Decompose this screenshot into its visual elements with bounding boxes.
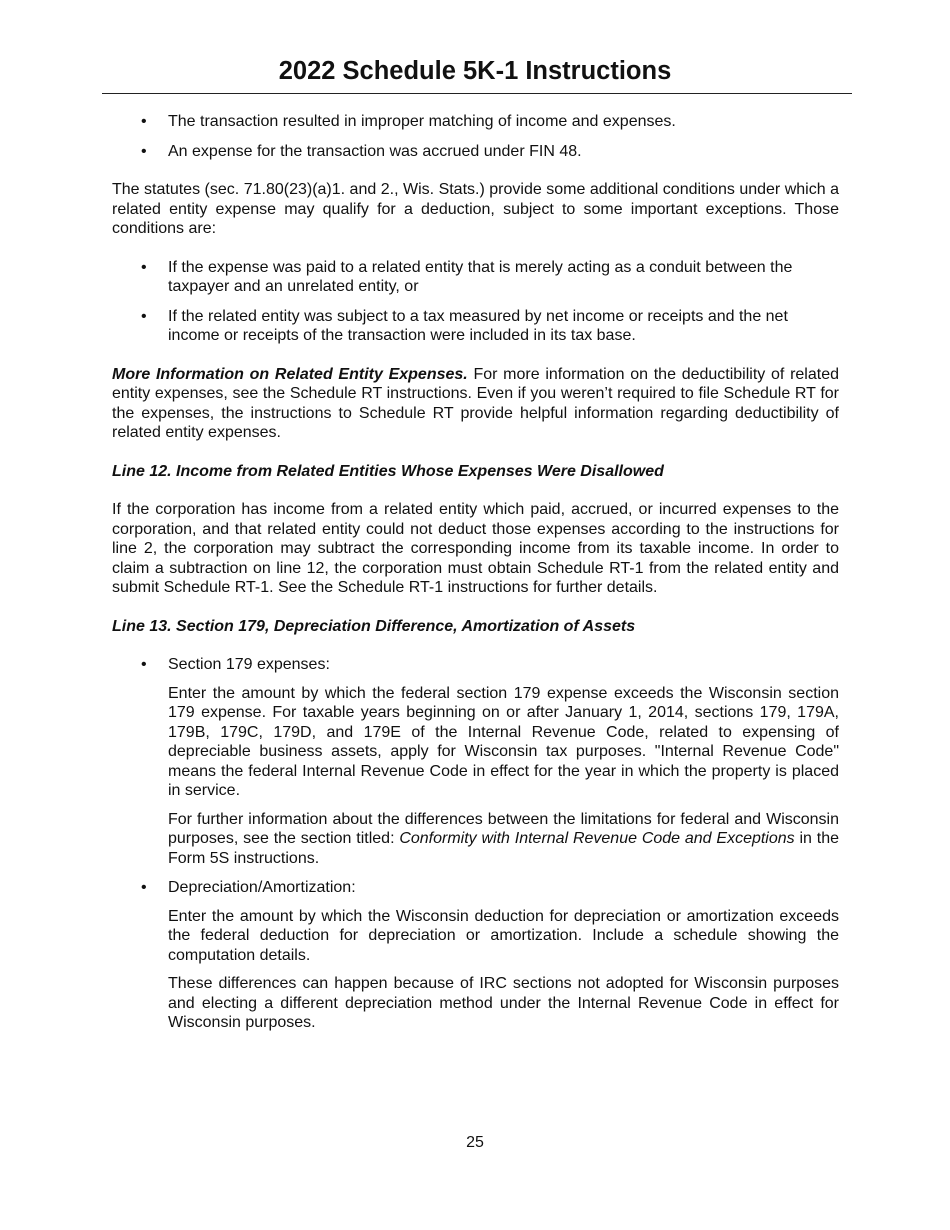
depreciation-paragraph-1: Enter the amount by which the Wisconsin deduction for depreciation or amortization exceeds the federal deduction for depreciation or amortization. Include a schedule showing the computation details.	[168, 907, 839, 964]
section179-para2-end: in the Form 5S instructions.	[168, 830, 840, 867]
line12-heading: Line 12. Income from Related Entities Whose Expenses Were Disallowed	[112, 462, 664, 480]
document-body	[112, 112, 839, 1033]
top-bullet-list	[112, 112, 839, 161]
page-title: 2022 Schedule 5K-1 Instructions	[278, 57, 672, 85]
section179-paragraph-1: Enter the amount by which the federal section 179 expense exceeds the Wisconsin section 179 expense. For taxable years beginning on or after January 1, 2014, sections 179, 179A, 179B, 179C, 179D, and 179E of the Internal Revenue Code, related to expensing of depreciable business assets, apply for Wisconsin tax purposes. "Internal Revenue Code" means the federal Internal Revenue Code in effect for the year in which the property is placed in service.	[168, 684, 839, 799]
more-info-paragraph	[112, 365, 839, 443]
list-item: • If the related entity was subject to a tax measured by net income or receipts and the net income or receipts of the transaction were included in its tax base.	[112, 307, 839, 346]
line13-heading: Line 13. Section 179, Depreciation Difference, Amortization of Assets	[112, 617, 636, 635]
line12-paragraph: If the corporation has income from a related entity which paid, accrued, or incurred expenses to the corporation, and that related entity could not deduct those expenses according to the instructions for line 2, the corporation may subtract the corresponding income from its taxable income. In order to claim a subtraction on line 12, the corporation must obtain Schedule RT-1 from the related entity and submit Schedule RT-1. See the Schedule RT-1 instructions for further details.	[112, 501, 839, 596]
line13-bullet-list	[112, 655, 839, 675]
conditions-bullet-list	[112, 258, 839, 346]
list-item: • Depreciation/Amortization:	[112, 878, 839, 898]
section179-paragraph-2	[112, 810, 839, 869]
section179-para2-start: For further information about the differences between the limitations for federal and Wisconsin purposes, see the section titled:	[168, 810, 839, 847]
more-info-text: For more information on the deductibility of related entity expenses, see the Schedule RT instructions. Even if you weren’t required to file Schedule RT for the expenses, the instructions to Schedule RT provide helpful information regarding deductibility of related entity expenses.	[112, 365, 839, 441]
list-item: • Section 179 expenses:	[112, 655, 839, 675]
depreciation-paragraph-2: These differences can happen because of IRC sections not adopted for Wisconsin purposes and electing a different depreciation method under the Internal Revenue Code in effect for Wisconsin purposes.	[168, 975, 839, 1031]
statutes-paragraph: The statutes (sec. 71.80(23)(a)1. and 2., Wis. Stats.) provide some additional conditions under which a related entity expense may qualify for a deduction, subject to some important exceptions. Those conditions are:	[112, 181, 839, 237]
page-number: 25	[466, 1134, 484, 1151]
more-info-lead: More Information on Related Entity Expenses.	[112, 365, 468, 383]
list-item: • An expense for the transaction was accrued under FIN 48.	[112, 142, 839, 162]
conformity-section-reference: Conformity with Internal Revenue Code and Exceptions	[399, 830, 795, 847]
title-divider	[102, 93, 852, 94]
list-item: • The transaction resulted in improper matching of income and expenses.	[112, 112, 839, 132]
list-item: • If the expense was paid to a related entity that is merely acting as a conduit between the taxpayer and an unrelated entity, or	[112, 258, 839, 297]
depreciation-bullet-list	[112, 878, 839, 898]
